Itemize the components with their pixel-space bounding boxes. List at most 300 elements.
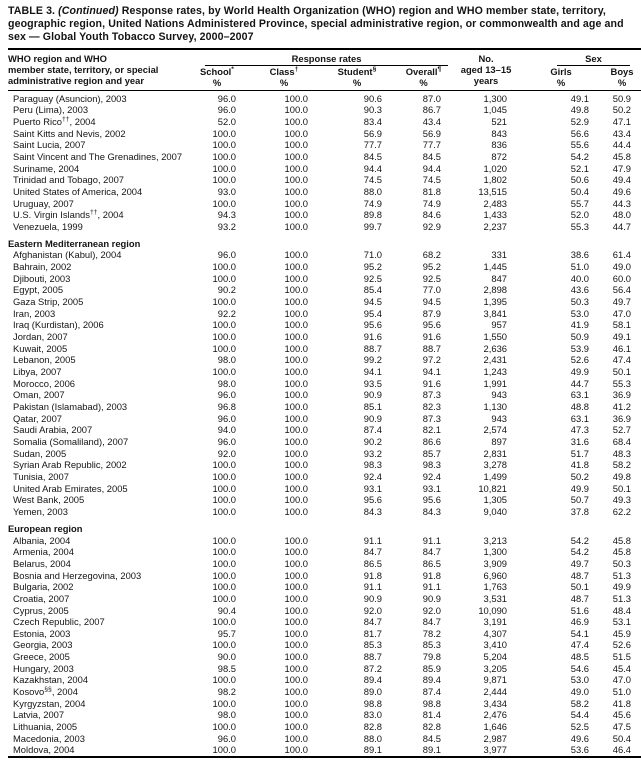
boys-cell: 51.3 — [612, 569, 632, 581]
boys-cell: 41.2 — [612, 401, 632, 413]
country-cell — [8, 198, 186, 210]
school-cell: 100.0 — [212, 470, 236, 482]
girls-cell: 50.6 — [570, 174, 590, 186]
country-name: Moldova, 2004 — [13, 744, 75, 756]
country-year: , 2004 — [51, 686, 78, 698]
country-row — [8, 459, 641, 471]
country-name: Syrian Arab Republic, 2002 — [13, 459, 127, 471]
no-line-2: aged 13–15 — [460, 63, 512, 75]
country-row — [8, 663, 641, 675]
country-cell — [8, 343, 186, 355]
country-name: Estonia, 2003 — [13, 627, 71, 639]
student-cell: 89.4 — [363, 674, 382, 686]
country-row — [8, 90, 641, 104]
student-cell: 95.6 — [363, 494, 382, 506]
country-row — [8, 448, 641, 460]
student-cell: 89.1 — [363, 744, 382, 756]
school-cell: 100.0 — [212, 459, 236, 471]
country-cell — [8, 90, 186, 104]
country-cell — [8, 459, 186, 471]
no-cell: 13,515 — [478, 185, 508, 197]
country-row — [8, 198, 641, 210]
country-name: Morocco, 2006 — [13, 377, 76, 389]
overall-cell: 92.4 — [422, 470, 442, 482]
student-cell: 71.0 — [363, 249, 382, 261]
country-cell — [8, 483, 186, 495]
country-row — [8, 628, 641, 640]
no-cell: 1,020 — [483, 162, 508, 174]
country-cell — [8, 389, 186, 401]
stub-line-2: member state, territory, or special — [8, 63, 159, 75]
no-cell: 5,204 — [483, 651, 508, 663]
country-row — [8, 104, 641, 116]
country-name: United States of America, 2004 — [13, 185, 143, 197]
stub-line-1: WHO region and WHO — [8, 52, 107, 64]
overall-label: Overall — [405, 65, 438, 77]
stub-line-3: administrative region and year — [8, 75, 144, 87]
sex-label: Sex — [557, 53, 630, 66]
student-cell: 85.1 — [363, 401, 382, 413]
class-cell: 100.0 — [284, 569, 308, 581]
class-cell: 100.0 — [284, 249, 308, 261]
section-name: European region — [8, 522, 83, 534]
class-cell: 100.0 — [284, 104, 308, 116]
country-row — [8, 389, 641, 401]
col-header-overall — [394, 66, 453, 91]
country-row — [8, 186, 641, 198]
section-header-row — [8, 232, 641, 249]
country-name: Croatia, 2007 — [13, 592, 70, 604]
student-cell: 56.9 — [363, 127, 382, 139]
country-year: , 2004 — [97, 209, 124, 221]
girls-cell: 53.0 — [570, 674, 590, 686]
student-cell: 95.6 — [363, 319, 382, 331]
student-cell: 87.2 — [363, 662, 382, 674]
overall-cell: 85.9 — [422, 662, 442, 674]
boys-cell: 53.1 — [612, 616, 632, 628]
overall-cell: 84.5 — [422, 150, 442, 162]
girls-cell: 54.4 — [570, 709, 590, 721]
country-cell — [8, 308, 186, 320]
girls-cell: 54.1 — [570, 627, 590, 639]
school-cell: 93.0 — [217, 185, 236, 197]
country-name: West Bank, 2005 — [13, 494, 85, 506]
class-cell: 100.0 — [284, 162, 308, 174]
country-name: Saudi Arabia, 2007 — [13, 424, 93, 436]
boys-cell: 47.5 — [612, 721, 632, 733]
boys-cell: 48.3 — [612, 447, 632, 459]
boys-cell: 56.4 — [612, 284, 632, 296]
student-cell: 90.9 — [363, 389, 382, 401]
sex-group-header — [519, 49, 641, 66]
school-cell: 100.0 — [212, 366, 236, 378]
school-cell: 100.0 — [212, 162, 236, 174]
country-cell — [8, 581, 186, 593]
girls-cell: 49.6 — [570, 732, 590, 744]
class-unit: % — [279, 76, 289, 88]
school-cell: 100.0 — [212, 174, 236, 186]
overall-cell: 86.6 — [422, 435, 442, 447]
no-cell: 10,090 — [478, 604, 508, 616]
boys-cell: 44.4 — [612, 139, 632, 151]
boys-cell: 60.0 — [612, 272, 632, 284]
class-cell: 100.0 — [284, 354, 308, 366]
boys-label: Boys — [610, 65, 634, 77]
student-cell: 95.2 — [363, 261, 382, 273]
no-cell: 2,444 — [483, 686, 508, 698]
school-cell: 93.2 — [217, 220, 236, 232]
no-cell: 3,977 — [483, 744, 508, 756]
country-footnote-marker: †† — [89, 209, 98, 217]
school-cell: 100.0 — [212, 557, 236, 569]
country-name: Saint Lucia, 2007 — [13, 139, 86, 151]
country-row — [8, 273, 641, 285]
overall-cell: 87.3 — [422, 389, 442, 401]
boys-cell: 50.1 — [612, 366, 632, 378]
country-row — [8, 413, 641, 425]
class-cell: 100.0 — [284, 284, 308, 296]
country-cell — [8, 709, 186, 721]
boys-cell: 47.4 — [612, 354, 632, 366]
class-cell: 100.0 — [284, 447, 308, 459]
school-cell: 96.0 — [217, 732, 236, 744]
girls-cell: 50.7 — [570, 494, 590, 506]
class-cell: 100.0 — [284, 272, 308, 284]
student-cell: 90.9 — [363, 412, 382, 424]
student-cell: 90.6 — [363, 92, 382, 104]
boys-cell: 52.6 — [612, 639, 632, 651]
student-cell: 92.5 — [363, 272, 382, 284]
country-name: Paraguay (Asuncion), 2003 — [13, 92, 127, 104]
overall-cell: 82.1 — [422, 424, 442, 436]
class-cell: 100.0 — [284, 732, 308, 744]
country-row — [8, 570, 641, 582]
country-name: Oman, 2007 — [13, 389, 65, 401]
overall-cell: 84.6 — [422, 209, 442, 221]
girls-cell: 49.9 — [570, 366, 590, 378]
class-cell: 100.0 — [284, 174, 308, 186]
country-row — [8, 709, 641, 721]
country-cell — [8, 616, 186, 628]
student-cell: 83.0 — [363, 709, 382, 721]
boys-cell: 49.6 — [612, 185, 632, 197]
class-cell: 100.0 — [284, 127, 308, 139]
student-cell: 87.4 — [363, 424, 382, 436]
girls-cell: 54.6 — [570, 662, 590, 674]
country-name: Tunisia, 2007 — [13, 470, 69, 482]
no-cell: 2,476 — [483, 709, 508, 721]
boys-cell: 52.7 — [612, 424, 632, 436]
country-name: Qatar, 2007 — [13, 412, 62, 424]
school-cell: 98.0 — [217, 709, 236, 721]
country-name: Somalia (Somaliland), 2007 — [13, 435, 129, 447]
country-row — [8, 436, 641, 448]
student-cell: 90.9 — [363, 592, 382, 604]
country-name: Kazakhstan, 2004 — [13, 674, 89, 686]
school-cell: 100.0 — [212, 697, 236, 709]
country-row — [8, 249, 641, 261]
country-cell — [8, 593, 186, 605]
country-name: Bulgaria, 2002 — [13, 581, 74, 593]
school-cell: 100.0 — [212, 150, 236, 162]
country-cell — [8, 174, 186, 186]
country-name: Bahrain, 2002 — [13, 261, 72, 273]
no-cell: 872 — [491, 150, 508, 162]
school-cell: 96.0 — [217, 104, 236, 116]
country-cell — [8, 128, 186, 140]
class-cell: 100.0 — [284, 470, 308, 482]
boys-cell: 45.9 — [612, 627, 632, 639]
student-label: Student — [337, 65, 373, 77]
girls-cell: 47.4 — [570, 639, 590, 651]
girls-cell: 44.7 — [570, 377, 590, 389]
class-cell: 100.0 — [284, 581, 308, 593]
girls-cell: 47.3 — [570, 424, 590, 436]
country-name: Latvia, 2007 — [13, 709, 65, 721]
no-cell: 3,841 — [483, 307, 508, 319]
school-cell: 100.0 — [212, 744, 236, 756]
continued-label: (Continued) — [58, 5, 119, 17]
boys-cell: 45.6 — [612, 709, 632, 721]
boys-cell: 62.2 — [612, 505, 632, 517]
overall-cell: 84.7 — [422, 546, 442, 558]
table-body — [8, 90, 641, 757]
student-cell: 98.8 — [363, 697, 382, 709]
country-name: Lithuania, 2005 — [13, 721, 78, 733]
no-cell: 1,305 — [483, 494, 508, 506]
country-cell — [8, 401, 186, 413]
student-cell: 92.4 — [363, 470, 382, 482]
country-name: Puerto Rico — [13, 115, 62, 127]
girls-cell: 46.9 — [570, 616, 590, 628]
country-name: Greece, 2005 — [13, 651, 70, 663]
country-cell — [8, 319, 186, 331]
student-cell: 85.3 — [363, 639, 382, 651]
overall-cell: 82.8 — [422, 721, 442, 733]
table-header — [8, 49, 641, 91]
overall-footnote-marker: ¶ — [437, 65, 442, 73]
girls-cell: 55.7 — [570, 197, 590, 209]
school-cell: 100.0 — [212, 721, 236, 733]
girls-cell: 51.0 — [570, 261, 590, 273]
overall-cell: 82.3 — [422, 401, 442, 413]
col-header-school — [186, 66, 248, 91]
boys-cell: 51.3 — [612, 592, 632, 604]
col-header-girls — [519, 66, 603, 91]
boys-cell: 50.9 — [612, 92, 632, 104]
boys-cell: 45.8 — [612, 150, 632, 162]
overall-cell: 92.0 — [422, 604, 442, 616]
boys-cell: 51.0 — [612, 686, 632, 698]
country-name: Kyrgyzstan, 2004 — [13, 697, 86, 709]
no-cell: 1,763 — [483, 581, 508, 593]
school-cell: 90.4 — [217, 604, 236, 616]
class-cell: 100.0 — [284, 592, 308, 604]
class-cell: 100.0 — [284, 366, 308, 378]
country-name: Cyprus, 2005 — [13, 604, 69, 616]
overall-cell: 56.9 — [422, 127, 442, 139]
no-cell: 331 — [491, 249, 508, 261]
school-footnote-marker: * — [231, 65, 234, 73]
overall-cell: 87.4 — [422, 686, 442, 698]
country-name: Suriname, 2004 — [13, 162, 80, 174]
country-cell — [8, 721, 186, 733]
country-row — [8, 378, 641, 390]
school-cell: 100.0 — [212, 272, 236, 284]
country-row — [8, 284, 641, 296]
overall-cell: 92.9 — [422, 220, 442, 232]
boys-cell: 51.5 — [612, 651, 632, 663]
class-footnote-marker: † — [294, 65, 299, 73]
overall-cell: 94.4 — [422, 162, 442, 174]
boys-cell: 61.4 — [612, 249, 632, 261]
country-name: United Arab Emirates, 2005 — [13, 482, 128, 494]
student-cell: 91.1 — [363, 581, 382, 593]
no-cell: 2,898 — [483, 284, 508, 296]
overall-cell: 87.0 — [422, 92, 442, 104]
boys-cell: 41.8 — [612, 697, 632, 709]
country-name: Uruguay, 2007 — [13, 197, 74, 209]
country-name: Lebanon, 2005 — [13, 354, 76, 366]
overall-cell: 92.5 — [422, 272, 442, 284]
girls-cell: 50.3 — [570, 296, 590, 308]
student-cell: 94.5 — [363, 296, 382, 308]
school-cell: 100.0 — [212, 592, 236, 604]
country-row — [8, 221, 641, 233]
country-row — [8, 128, 641, 140]
col-header-class — [248, 66, 320, 91]
boys-cell: 48.4 — [612, 604, 632, 616]
student-cell: 99.2 — [363, 354, 382, 366]
student-cell: 84.3 — [363, 505, 382, 517]
girls-cell: 50.9 — [570, 331, 590, 343]
country-name: Pakistan (Islamabad), 2003 — [13, 401, 128, 413]
boys-cell: 49.7 — [612, 296, 632, 308]
country-name: Bosnia and Herzegovina, 2003 — [13, 569, 142, 581]
boys-unit: % — [617, 76, 627, 88]
class-cell: 100.0 — [284, 627, 308, 639]
school-cell: 100.0 — [212, 616, 236, 628]
school-cell: 100.0 — [212, 505, 236, 517]
boys-cell: 47.0 — [612, 307, 632, 319]
boys-cell: 46.4 — [612, 744, 632, 756]
country-row — [8, 744, 641, 757]
class-cell: 100.0 — [284, 697, 308, 709]
school-cell: 100.0 — [212, 494, 236, 506]
student-cell: 95.4 — [363, 307, 382, 319]
girls-cell: 43.6 — [570, 284, 590, 296]
boys-cell: 46.1 — [612, 342, 632, 354]
country-row — [8, 139, 641, 151]
overall-cell: 81.8 — [422, 185, 442, 197]
boys-cell: 47.0 — [612, 674, 632, 686]
no-cell: 4,307 — [483, 627, 508, 639]
school-cell: 90.0 — [217, 651, 236, 663]
school-cell: 98.0 — [217, 377, 236, 389]
boys-cell: 36.9 — [612, 389, 632, 401]
country-row — [8, 506, 641, 518]
school-cell: 100.0 — [212, 546, 236, 558]
girls-cell: 55.6 — [570, 139, 590, 151]
girls-cell: 52.0 — [570, 209, 590, 221]
boys-cell: 50.1 — [612, 482, 632, 494]
school-cell: 100.0 — [212, 139, 236, 151]
country-cell — [8, 674, 186, 686]
girls-cell: 55.3 — [570, 220, 590, 232]
class-cell: 100.0 — [284, 721, 308, 733]
girls-cell: 54.2 — [570, 150, 590, 162]
no-cell: 1,445 — [483, 261, 508, 273]
boys-cell: 47.9 — [612, 162, 632, 174]
class-cell: 100.0 — [284, 616, 308, 628]
country-name: Macedonia, 2003 — [13, 732, 85, 744]
girls-cell: 48.8 — [570, 401, 590, 413]
no-cell: 6,960 — [483, 569, 508, 581]
school-cell: 95.7 — [217, 627, 236, 639]
no-cell: 9,040 — [483, 505, 508, 517]
country-row — [8, 605, 641, 617]
class-cell: 100.0 — [284, 662, 308, 674]
school-cell: 98.2 — [217, 686, 236, 698]
no-aged-13-15-header — [453, 49, 519, 91]
overall-cell: 93.1 — [422, 482, 442, 494]
class-cell: 100.0 — [284, 209, 308, 221]
boys-cell: 49.1 — [612, 331, 632, 343]
table-number-label: TABLE 3. — [8, 5, 56, 17]
girls-cell: 53.0 — [570, 307, 590, 319]
school-cell: 100.0 — [212, 674, 236, 686]
student-unit: % — [352, 76, 362, 88]
no-cell: 897 — [491, 435, 508, 447]
girls-cell: 48.7 — [570, 592, 590, 604]
stub-header — [8, 49, 186, 91]
girls-cell: 41.9 — [570, 319, 590, 331]
country-row — [8, 494, 641, 506]
class-cell: 100.0 — [284, 709, 308, 721]
country-cell — [8, 471, 186, 483]
no-cell: 843 — [491, 127, 508, 139]
country-name: Georgia, 2003 — [13, 639, 73, 651]
boys-cell: 49.0 — [612, 261, 632, 273]
girls-cell: 63.1 — [570, 412, 590, 424]
no-cell: 9,871 — [483, 674, 508, 686]
girls-cell: 48.5 — [570, 651, 590, 663]
country-name: Armenia, 2004 — [13, 546, 74, 558]
country-cell — [8, 436, 186, 448]
country-row — [8, 151, 641, 163]
country-name: Czech Republic, 2007 — [13, 616, 105, 628]
no-cell: 3,278 — [483, 459, 508, 471]
overall-cell: 91.6 — [422, 331, 442, 343]
country-cell — [8, 378, 186, 390]
girls-cell: 52.5 — [570, 721, 590, 733]
overall-cell: 84.5 — [422, 732, 442, 744]
no-cell: 1,300 — [483, 546, 508, 558]
overall-cell: 90.9 — [422, 592, 442, 604]
overall-cell: 85.3 — [422, 639, 442, 651]
class-cell: 100.0 — [284, 557, 308, 569]
class-cell: 100.0 — [284, 494, 308, 506]
boys-cell: 58.1 — [612, 319, 632, 331]
girls-unit: % — [556, 76, 566, 88]
student-cell: 82.8 — [363, 721, 382, 733]
country-cell — [8, 209, 186, 221]
country-row — [8, 296, 641, 308]
country-row — [8, 686, 641, 698]
country-cell — [8, 570, 186, 582]
class-cell: 100.0 — [284, 744, 308, 756]
school-cell: 98.5 — [217, 662, 236, 674]
